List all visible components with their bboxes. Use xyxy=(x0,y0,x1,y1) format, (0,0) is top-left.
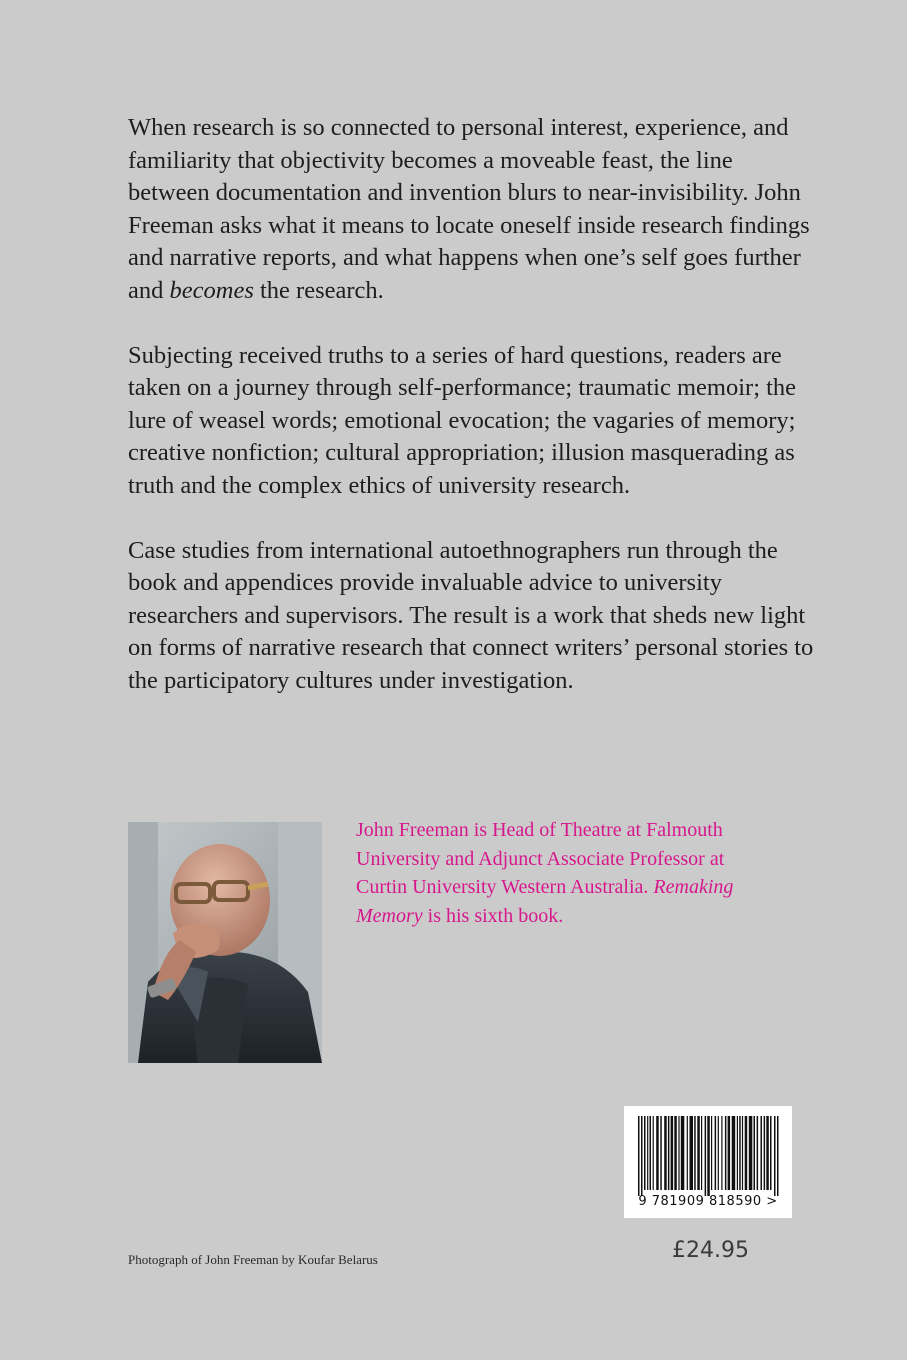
back-cover-blurb xyxy=(128,112,818,730)
isbn-barcode xyxy=(624,1106,792,1218)
isbn-number: 9 781909 818590 > xyxy=(638,1194,778,1209)
author-photo xyxy=(128,822,322,1063)
blurb-emphasis: becomes xyxy=(169,276,254,304)
blurb-text: When research is so connected to personal interest, experience, and familiarity that objectivity becomes a moveable feast, the line between documentation and invention blurs to near-invisibility. John Freeman asks what it means to locate oneself inside research findings and narrative reports, and what happens when one’s self goes further and xyxy=(128,114,810,304)
author-bio xyxy=(356,816,736,930)
bio-text: is his sixth book. xyxy=(422,904,564,927)
price: £24.95 xyxy=(672,1238,749,1263)
blurb-paragraph-1 xyxy=(128,112,818,308)
blurb-paragraph-2: Subjecting received truths to a series of hard questions, readers are taken on a journey through self-performance; traumatic memoir; the lure of weasel words; emotional evocation; the vagaries of memory; creative nonfiction; cultural appropriation; illusion masquerading as truth and the complex ethics of university research. xyxy=(128,341,797,499)
blurb-paragraph-3: Case studies from international autoethnographers run through the book and appendices provide invaluable advice to university researchers and supervisors. The result is a work that sheds new light on forms of narrative research that connect writers’ personal stories to the participatory cultures under investigation. xyxy=(128,536,814,694)
bio-book-title: Remaking Memory xyxy=(356,876,734,927)
blurb-text: the research. xyxy=(253,276,384,304)
photo-credit: Photograph of John Freeman by Koufar Belarus xyxy=(128,1252,378,1267)
bio-text: John Freeman is Head of Theatre at Falmouth University and Adjunct Associate Professor at Curtin University Western Australia. xyxy=(356,819,725,898)
